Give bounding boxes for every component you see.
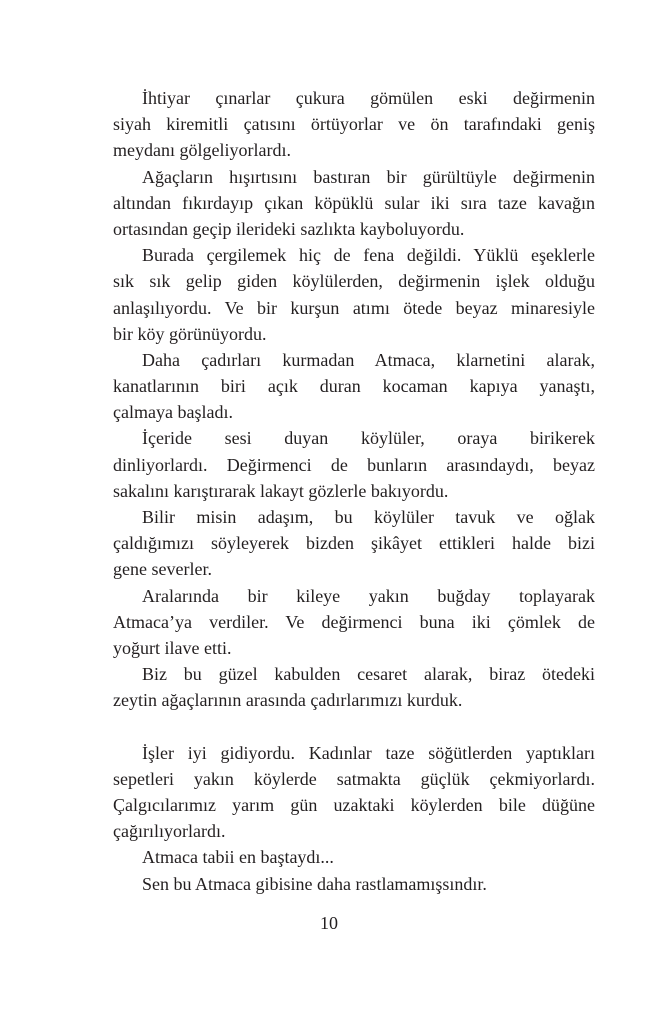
text-line: gene severler. bbox=[113, 559, 212, 580]
text-line: sakalını karıştırarak lakayt gözlerle bakıyordu. bbox=[113, 480, 449, 501]
text-line: Ağaçların hışırtısını bastıran bir gürültüyle değirmenin bbox=[142, 166, 595, 187]
text-line: Burada çergilemek hiç de fena değildi. Yüklü eşeklerle bbox=[142, 245, 595, 266]
text-line: Daha çadırları kurmadan Atmaca, klarnetini alarak, bbox=[142, 349, 595, 370]
text-line: Biz bu güzel kabulden cesaret alarak, biraz ötedeki bbox=[142, 664, 595, 685]
paragraph bbox=[113, 85, 595, 164]
text-line: siyah kiremitli çatısını örtüyorlar ve ön tarafındaki geniş bbox=[113, 114, 595, 135]
text-line: anlaşılıyordu. Ve bir kurşun atımı ötede beyaz minaresiyle bbox=[113, 297, 595, 318]
text-line: sepetleri yakın köylerde satmakta güçlük çekmiyorlardı. bbox=[113, 768, 595, 789]
paragraph bbox=[113, 164, 595, 243]
text-line: yoğurt ilave etti. bbox=[113, 637, 232, 658]
text-line: altından fıkırdayıp çıkan köpüklü sular iki sıra taze kavağın bbox=[113, 192, 595, 213]
text-line: zeytin ağaçlarının arasında çadırlarımızı kurduk. bbox=[113, 690, 463, 711]
text-line: İşler iyi gidiyordu. Kadınlar taze söğütlerden yaptıkları bbox=[142, 742, 595, 763]
text-line: İçeride sesi duyan köylüler, oraya birikerek bbox=[142, 428, 595, 449]
body-text bbox=[113, 85, 595, 897]
text-line: Sen bu Atmaca gibisine daha rastlamamışsındır. bbox=[142, 873, 487, 894]
text-line: çağırılıyorlardı. bbox=[113, 821, 226, 842]
text-line: İhtiyar çınarlar çukura gömülen eski değirmenin bbox=[142, 88, 595, 108]
paragraph bbox=[113, 504, 595, 583]
text-line: çalmaya başladı. bbox=[113, 402, 233, 423]
text-line: bir köy görünüyordu. bbox=[113, 323, 267, 344]
text-line: dinliyorlardı. Değirmenci de bunların arasındaydı, beyaz bbox=[113, 454, 595, 475]
paragraph bbox=[113, 583, 595, 662]
text-line: sık sık gelip giden köylülerden, değirmenin işlek olduğu bbox=[113, 271, 595, 292]
paragraph bbox=[113, 844, 595, 870]
text-line: Atmaca tabii en baştaydı... bbox=[142, 847, 334, 868]
text-line: ortasından geçip ilerideki sazlıkta kayboluyordu. bbox=[113, 218, 465, 239]
paragraph bbox=[113, 661, 595, 713]
paragraph bbox=[113, 740, 595, 845]
text-line: meydanı gölgeliyorlardı. bbox=[113, 140, 291, 161]
text-line: Bilir misin adaşım, bu köylüler tavuk ve oğlak bbox=[142, 507, 595, 527]
text-line: Aralarında bir kileye yakın buğday toplayarak bbox=[142, 585, 595, 606]
paragraph bbox=[113, 425, 595, 504]
paragraph bbox=[113, 871, 595, 897]
text-line: Atmaca’ya verdiler. Ve değirmenci buna iki çömlek de bbox=[113, 611, 595, 632]
text-line: kanatlarının biri açık duran kocaman kapıya yanaştı, bbox=[113, 376, 595, 397]
paragraph bbox=[113, 242, 595, 347]
text-line: Çalgıcılarımız yarım gün uzaktaki köylerden bile düğüne bbox=[113, 795, 595, 816]
section-break bbox=[113, 714, 595, 740]
page-number: 10 bbox=[320, 913, 338, 933]
text-line: çaldığımızı söyleyerek bizden şikâyet ettikleri halde bizi bbox=[113, 533, 595, 554]
paragraph bbox=[113, 347, 595, 426]
